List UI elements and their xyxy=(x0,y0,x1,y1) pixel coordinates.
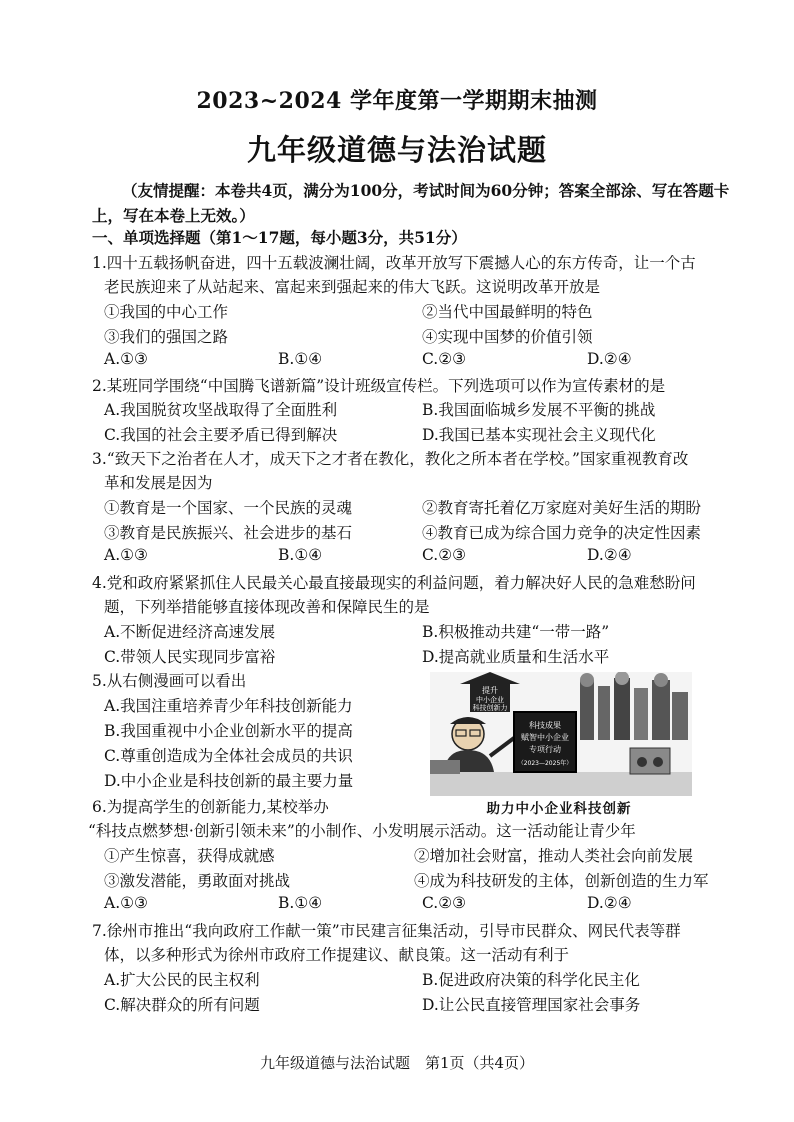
cartoon-caption: 助力中小企业科技创新 xyxy=(486,801,632,817)
q3-option-d: D.②④ xyxy=(587,546,632,564)
svg-text:中小企业: 中小企业 xyxy=(476,696,504,704)
q5-option-a: A.我国注重培养青少年科技创新能力 xyxy=(104,697,353,715)
q1-stem-line1: 1.四十五载扬帆奋进，四十五载波澜壮阔，改革开放写下震撼人心的东方传奇，让一个古 xyxy=(92,254,696,272)
q5-option-c: C.尊重创造成为全体社会成员的共识 xyxy=(104,747,353,765)
svg-text:赋智中小企业: 赋智中小企业 xyxy=(521,733,569,742)
q3-option-b: B.①④ xyxy=(278,546,323,564)
q5-option-b: B.我国重视中小企业创新水平的提高 xyxy=(104,722,353,740)
q7-option-b: B.促进政府决策的科学化民主化 xyxy=(422,971,640,989)
q3-statement-2: ②教育寄托着亿万家庭对美好生活的期盼 xyxy=(422,499,702,517)
q1-option-a: A.①③ xyxy=(104,350,148,368)
q6-stem-line2: “科技点燃梦想·创新引领未来”的小制作、小发明展示活动。这一活动能让青少年 xyxy=(88,822,636,840)
q3-statement-4: ④教育已成为综合国力竞争的决定性因素 xyxy=(422,524,702,542)
q2-option-c: C.我国的社会主要矛盾已得到解决 xyxy=(104,426,338,444)
q2-stem: 2.某班同学围绕“中国腾飞谱新篇”设计班级宣传栏。下列选项可以作为宣传素材的是 xyxy=(92,377,666,395)
q6-option-a: A.①③ xyxy=(104,894,148,912)
q4-option-b: B.积极推动共建“一带一路” xyxy=(422,623,610,641)
svg-text:科技创新力: 科技创新力 xyxy=(472,704,508,712)
q4-option-a: A.不断促进经济高速发展 xyxy=(104,623,276,641)
q3-statement-3: ③教育是民族振兴、社会进步的基石 xyxy=(104,524,353,542)
q3-option-a: A.①③ xyxy=(104,546,148,564)
q7-option-a: A.扩大公民的民主权利 xyxy=(104,971,260,989)
q6-statement-3: ③激发潜能，勇敢面对挑战 xyxy=(104,872,291,890)
q6-statement-1: ①产生惊喜，获得成就感 xyxy=(104,847,275,865)
section-heading: 一、单项选择题（第1～17题，每小题3分，共51分） xyxy=(92,228,467,247)
q6-option-b: B.①④ xyxy=(278,894,323,912)
q2-option-d: D.我国已基本实现社会主义现代化 xyxy=(422,426,656,444)
q2-option-b: B.我国面临城乡发展不平衡的挑战 xyxy=(422,401,656,419)
exam-period-title: 2023~2024 学年度第一学期期末抽测 xyxy=(196,88,598,114)
q6-option-d: D.②④ xyxy=(587,894,632,912)
exam-subject-title: 九年级道德与法治试题 xyxy=(246,133,547,167)
q4-option-d: D.提高就业质量和生活水平 xyxy=(422,648,610,666)
q6-stem-line1: 6.为提高学生的创新能力,某校举办 xyxy=(92,798,329,816)
q1-stem-line2: 老民族迎来了从站起来、富起来到强起来的伟大飞跃。这说明改革开放是 xyxy=(104,278,601,296)
q4-stem-line2: 题，下列举措能够直接体现改善和保障民生的是 xyxy=(104,598,430,616)
q1-option-c: C.②③ xyxy=(422,350,467,368)
page-footer: 九年级道德与法治试题 第1页（共4页） xyxy=(259,1054,535,1072)
cartoon-sign-text: 提升 xyxy=(482,686,498,695)
q6-option-c: C.②③ xyxy=(422,894,467,912)
q1-option-d: D.②④ xyxy=(587,350,632,368)
q3-stem-line2: 革和发展是因为 xyxy=(104,474,213,492)
exam-notice: （友情提醒：本卷共4页，满分为100分，考试时间为60分钟；答案全部涂、写在答题卡上，写在本卷上无效。） xyxy=(92,181,730,225)
q1-statement-1: ①我国的中心工作 xyxy=(104,303,229,321)
q5-stem: 5.从右侧漫画可以看出 xyxy=(92,672,247,690)
q2-option-a: A.我国脱贫攻坚战取得了全面胜利 xyxy=(104,401,338,419)
q3-option-c: C.②③ xyxy=(422,546,467,564)
q4-stem-line1: 4.党和政府紧紧抓住人民最关心最直接最现实的利益问题，着力解决好人民的急难愁盼问 xyxy=(92,574,696,592)
q7-stem-line1: 7.徐州市推出“我向政府工作献一策”市民建言征集活动，引导市民群众、网民代表等群 xyxy=(92,922,681,940)
q7-option-c: C.解决群众的所有问题 xyxy=(104,996,260,1014)
q4-option-c: C.带领人民实现同步富裕 xyxy=(104,648,276,666)
q6-statement-2: ②增加社会财富，推动人类社会向前发展 xyxy=(414,847,694,865)
cartoon-illustration xyxy=(430,672,692,796)
q1-statement-2: ②当代中国最鲜明的特色 xyxy=(422,303,593,321)
q7-stem-line2: 体，以多种形式为徐州市政府工作提建议、献良策。这一活动有利于 xyxy=(104,946,570,964)
q3-statement-1: ①教育是一个国家、一个民族的灵魂 xyxy=(104,499,353,517)
q3-stem-line1: 3.“致天下之治者在人才，成天下之才者在教化，教化之所本者在学校。”国家重视教育改 xyxy=(92,450,689,468)
q5-option-d: D.中小企业是科技创新的最主要力量 xyxy=(104,772,354,790)
q1-option-b: B.①④ xyxy=(278,350,323,368)
svg-text:专项行动: 专项行动 xyxy=(529,745,561,754)
q6-statement-4: ④成为科技研发的主体，创新创造的生力军 xyxy=(414,872,709,890)
q7-option-d: D.让公民直接管理国家社会事务 xyxy=(422,996,641,1014)
svg-text:（2023—2025年）: （2023—2025年） xyxy=(517,760,573,767)
q1-statement-4: ④实现中国梦的价值引领 xyxy=(422,328,593,346)
svg-text:科技成果: 科技成果 xyxy=(529,721,561,730)
q1-statement-3: ③我们的强国之路 xyxy=(104,328,229,346)
